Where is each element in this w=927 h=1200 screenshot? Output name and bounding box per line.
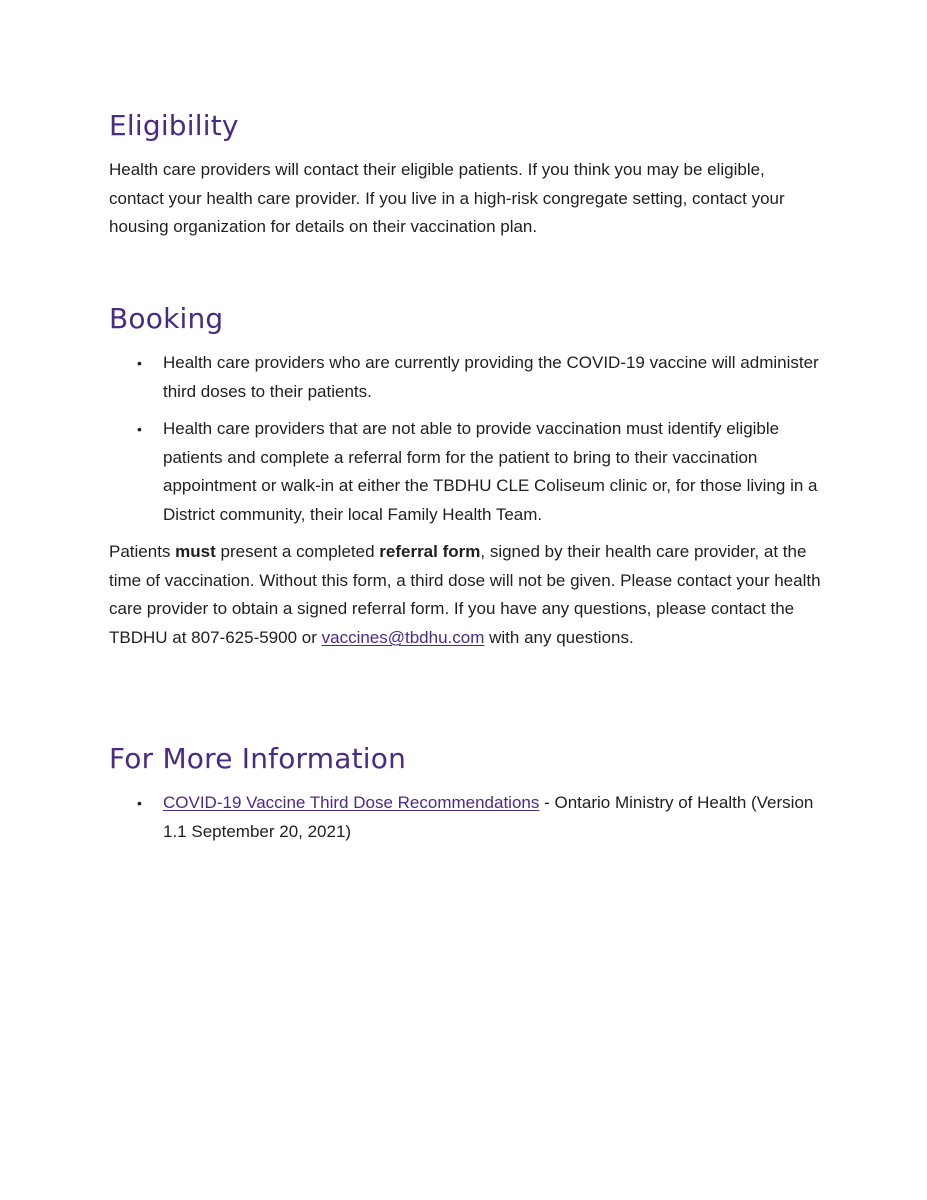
booking-heading: Booking [109, 302, 224, 335]
eligibility-paragraph: Health care providers will contact their eligible patients. If you think you may be eligible, contact your health care provider. If you live in a high-risk congregate setting, contact your housing organization for details on their vaccination plan. [109, 160, 785, 237]
bullet-icon: • [137, 421, 142, 438]
list-item [109, 789, 821, 846]
eligibility-heading: Eligibility [109, 109, 239, 142]
third-dose-recommendations-link[interactable]: COVID-19 Vaccine Third Dose Recommendations [163, 793, 540, 812]
booking-bullet-2: Health care providers that are not able to provide vaccination must identify eligible patients and complete a referral form for the patient to bring to their vaccination appointment or walk-in at either the TBDHU CLE Coliseum clinic or, for those living in a District community, their local Family Health Team. [163, 419, 818, 524]
notice-emphasis-must: must [175, 542, 216, 561]
booking-list [109, 349, 821, 530]
list-item [109, 349, 821, 406]
booking-bullet-1: Health care providers who are currently providing the COVID-19 vaccine will administer third doses to their patients. [163, 353, 819, 401]
bullet-icon: • [137, 355, 142, 371]
notice-text: with any questions. [484, 627, 634, 647]
notice-text: , signed by their health care provider, at the time of vaccination. Without this form, a third dose will not be given. Please contact your health care provider to obtain a signed referral form. If you have any questions, please contact the TBDHU at 807-625-5900 or [109, 542, 821, 647]
more-info-suffix: - Ontario Ministry of Health (Version 1.1 September 20, 2021) [163, 793, 814, 841]
email-link[interactable]: vaccines@tbdhu.com [321, 627, 485, 647]
referral-notice [109, 538, 821, 652]
more-info-list [109, 789, 821, 846]
bullet-icon: • [137, 795, 142, 811]
notice-text: Patients [109, 542, 176, 561]
list-item [109, 415, 821, 529]
more-info-heading: For More Information [109, 742, 407, 775]
notice-text: present a completed [215, 542, 380, 561]
notice-emphasis-referral-form: referral form [379, 542, 481, 561]
